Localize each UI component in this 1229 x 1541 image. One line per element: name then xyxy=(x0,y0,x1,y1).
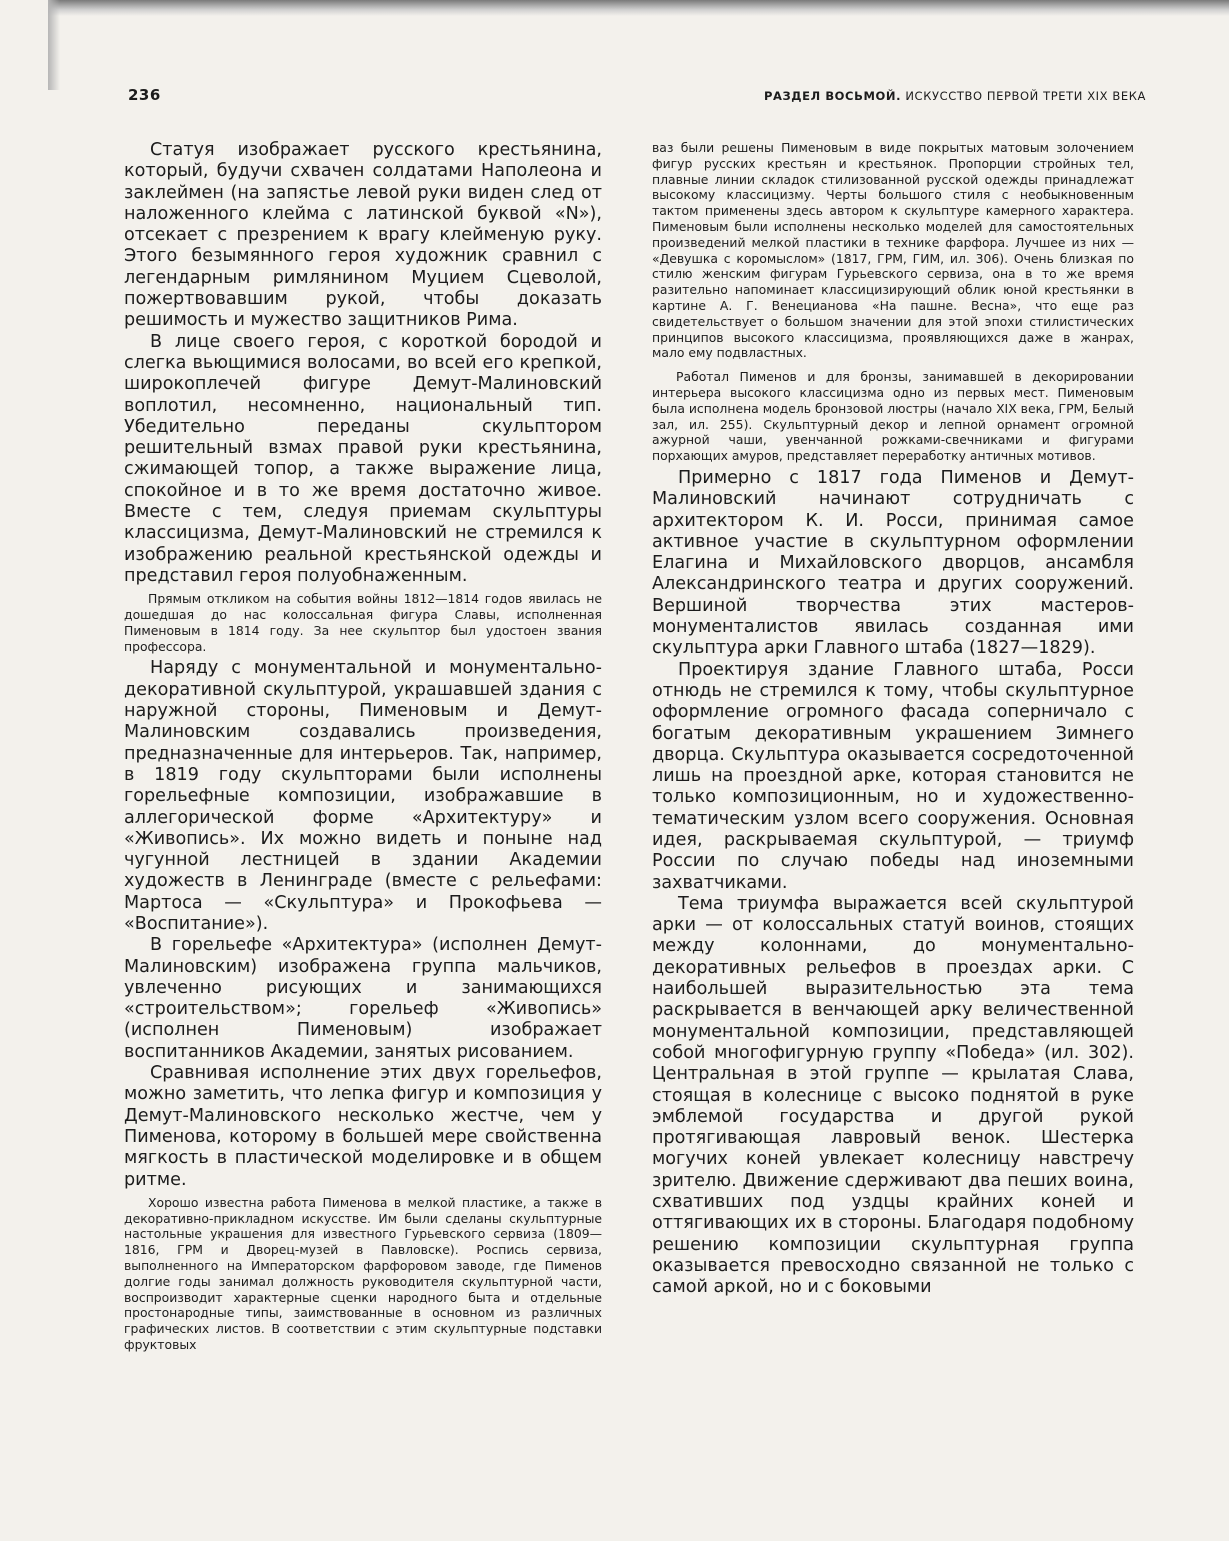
small-print-note: Работал Пименов и для бронзы, занимавшей в декорировании интерьера высокого классицизма одно из первых мест. Пименовым была исполнена модель бронзовой люстры (начало XIX века, ГРМ, Белый зал, ил. 255). Скульптурный декор и лепной орнамент огромной ажурной чаши, увенчанной рожками-свечниками и фигурами порхающих амуров, представляет переработку античных мотивов. xyxy=(652,369,1134,464)
running-head xyxy=(764,89,1146,103)
paragraph: Наряду с монументальной и монументально-декоративной скульптурой, украшавшей здания с наружной стороны, Пименовым и Демут-Малиновским создавались произведения, предназначенные для интерьеров. Так, например, в 1819 году скульпторами были исполнены горельефные композиции, изображавшие в аллегорической форме «Архитектуру» и «Живопись». Их можно видеть и поныне над чугунной лестницей в здании Академии художеств в Ленинграде (вместе с рельефами: Мартоса — «Скульптура» и Прокофьева — «Воспитание»). xyxy=(124,658,602,934)
paragraph: В горельефе «Архитектура» (исполнен Демут-Малиновским) изображена группа мальчиков, увлеченно рисующих и занимающихся «строительством»; горельеф «Живопись» (исполнен Пименовым) изображает воспитанников Академии, занятых рисованием. xyxy=(124,935,602,1062)
right-column xyxy=(652,136,1134,1299)
paragraph: В лице своего героя, с короткой бородой и слегка вьющимися волосами, во всей его крепкой, широкоплечей фигуре Демут-Малиновский воплотил, несомненно, национальный тип. Убедительно переданы скульптором решительный взмах правой руки крестьянина, сжимающей топор, а также выражение лица, спокойное и в то же время достаточно живое. Вместе с тем, следуя приемам скульптуры классицизма, Демут-Малиновский не стремился к изображению реальной крестьянской одежды и представил героя полуобнаженным. xyxy=(124,331,602,586)
section-title: ИСКУССТВО ПЕРВОЙ ТРЕТИ XIX ВЕКА xyxy=(905,89,1146,103)
small-print-note: Хорошо известна работа Пименова в мелкой пластике, а также в декоративно-прикладном искусстве. Им были сделаны скульптурные настольные украшения для известного Гурьевского сервиза (1809—1816, ГРМ и Дворец-музей в Павловске). Роспись сервиза, выполненного на Императорском фарфоровом заводе, где Пименов долгие годы занимал должность руководителя скульптурной части, воспроизводит характерные сценки народного быта и отдельные простонародные типы, заимствованные в основном из различных графических листов. В соответствии с этим скульптурные подставки фруктовых xyxy=(124,1194,602,1353)
running-header xyxy=(128,86,1146,108)
small-print-note: Прямым откликом на события войны 1812—1814 годов явилась не дошедшая до нас колоссальная фигура Славы, исполненная Пименовым в 1814 году. За нее скульптор был удостоен звания профессора. xyxy=(124,591,602,654)
page-left-shadow xyxy=(48,0,60,90)
small-print-note: ваз были решены Пименовым в виде покрытых матовым золочением фигур русских крестьян и крестьянок. Пропорции стройных тел, плавные линии складок стилизованной русской одежды принадлежат высокому классицизму. Черты большого стиля с необыкновенным тактом применены здесь автором к скульптуре камерного характера. Пименовым были исполнены несколько моделей для самостоятельных произведений мелкой пластики в технике фарфора. Лучшее из них — «Девушка с коромыслом» (1817, ГРМ, ГИМ, ил. 306). Очень близкая по стилю женским фигурам Гурьевского сервиза, она в то же время разительно напоминает классицизирующий облик юной крестьянки в картине А. Г. Венецианова «На пашне. Весна», что еще раз свидетельствует о большом значении для этой эпохи стилистических принципов высокого классицизма, проявляющихся даже в жанрах, мало ему подвластных. xyxy=(652,140,1134,361)
paragraph: Статуя изображает русского крестьянина, который, будучи схвачен солдатами Наполеона и заклеймен (на запястье левой руки виден след от наложенного клейма с латинской буквой «N»), отсекает с презрением к врагу клейменую руку. Этого безымянного героя художник сравнил с легендарным римлянином Муцием Сцеволой, пожертвовавшим рукой, чтобы доказать решимость и мужество защитников Рима. xyxy=(124,140,602,331)
paragraph: Сравнивая исполнение этих двух горельефов, можно заметить, что лепка фигур и композиция у Демут-Малиновского несколько жестче, чем у Пименова, которому в большей мере свойственна мягкость в пластической моделировке и в общем ритме. xyxy=(124,1063,602,1190)
page-top-shadow xyxy=(48,0,1229,16)
paragraph: Тема триумфа выражается всей скульптурой арки — от колоссальных статуй воинов, стоящих между колоннами, до монументально-декоративных рельефов в проездах арки. С наибольшей выразительностью эта тема раскрывается в венчающей арку величественной монументальной композиции, представляющей собой многофигурную группу «Победа» (ил. 302). Центральная в этой группе — крылатая Слава, стоящая в колеснице с высоко поднятой в руке эмблемой государства и другой рукой протягивающая лавровый венок. Шестерка могучих коней увлекает колесницу навстречу зрителю. Движение сдерживают два пеших воина, схвативших под уздцы крайних коней и оттягивающих их в стороны. Благодаря подобному решению композиции скульптурная группа оказывается превосходно связанной не только с самой аркой, но и с боковыми xyxy=(652,893,1134,1298)
page-number: 236 xyxy=(128,86,161,104)
paragraph: Примерно с 1817 года Пименов и Демут-Малиновский начинают сотрудничать с архитектором К. И. Росси, принимая самое активное участие в скульптурном оформлении Елагина и Михайловского дворцов, ансамбля Александринского театра и других сооружений. Вершиной творчества этих мастеров-монументалистов явилась созданная ими скульптура арки Главного штаба (1827—1829). xyxy=(652,467,1134,659)
paragraph: Проектируя здание Главного штаба, Росси отнюдь не стремился к тому, чтобы скульптурное оформление огромного фасада соперничало с богатым декоративным украшением Зимнего дворца. Скульптура оказывается сосредоточенной лишь на проездной арке, которая становится не только композиционным, но и художественно-тематическим узлом всего сооружения. Основная идея, раскрываемая скульптурой, — триумф России по случаю победы над иноземными захватчиками. xyxy=(652,659,1134,893)
left-column xyxy=(124,140,602,1357)
section-label: РАЗДЕЛ ВОСЬМОЙ. xyxy=(763,89,902,103)
